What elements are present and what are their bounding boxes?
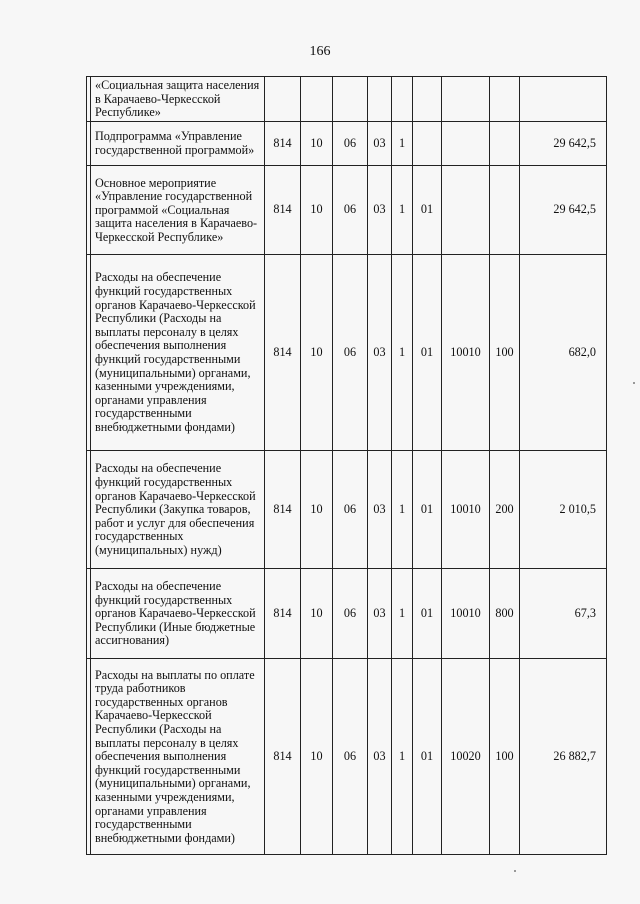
section-code: 10 xyxy=(301,659,333,855)
subsection-code: 06 xyxy=(333,166,368,255)
ministry-code xyxy=(265,77,301,122)
amount: 29 642,5 xyxy=(520,122,607,166)
table-row xyxy=(87,122,607,166)
table-row xyxy=(87,569,607,659)
direction-code xyxy=(442,166,490,255)
section-code: 10 xyxy=(301,255,333,451)
direction-code: 10010 xyxy=(442,569,490,659)
row-description: Расходы на обеспечение функций государственных органов Карачаево-Черкесской Республики (Закупка товаров, работ и услуг для обеспечения государственных (муниципальных) нужд) xyxy=(91,451,265,569)
program-code xyxy=(368,77,392,122)
amount: 29 642,5 xyxy=(520,166,607,255)
direction-code xyxy=(442,77,490,122)
section-code xyxy=(301,77,333,122)
expense-type-code: 200 xyxy=(490,451,520,569)
program-code: 03 xyxy=(368,659,392,855)
direction-code: 10020 xyxy=(442,659,490,855)
subprogram-code xyxy=(392,77,413,122)
budget-table xyxy=(86,76,607,855)
amount: 2 010,5 xyxy=(520,451,607,569)
subsection-code: 06 xyxy=(333,659,368,855)
direction-code: 10010 xyxy=(442,451,490,569)
activity-code: 01 xyxy=(413,659,442,855)
row-description: Расходы на выплаты по оплате труда работников государственных органов Карачаево-Черкесской Республики (Расходы на выплаты персоналу в целях обеспечения выполнения функций государственными (муниципальными) органами, казенными учреждениями, органами управления государственными внебюджетными фондами) xyxy=(91,659,265,855)
section-code: 10 xyxy=(301,451,333,569)
ministry-code: 814 xyxy=(265,451,301,569)
row-description: Расходы на обеспечение функций государственных органов Карачаево-Черкесской Республики (Иные бюджетные ассигнования) xyxy=(91,569,265,659)
program-code: 03 xyxy=(368,569,392,659)
direction-code xyxy=(442,122,490,166)
expense-type-code xyxy=(490,166,520,255)
subprogram-code: 1 xyxy=(392,451,413,569)
row-description: Подпрограмма «Управление государственной программой» xyxy=(91,122,265,166)
activity-code: 01 xyxy=(413,166,442,255)
subsection-code: 06 xyxy=(333,569,368,659)
section-code: 10 xyxy=(301,122,333,166)
program-code: 03 xyxy=(368,255,392,451)
program-code: 03 xyxy=(368,451,392,569)
section-code: 10 xyxy=(301,166,333,255)
subsection-code xyxy=(333,77,368,122)
activity-code: 01 xyxy=(413,451,442,569)
scan-speck xyxy=(514,870,516,872)
subprogram-code: 1 xyxy=(392,659,413,855)
table-row xyxy=(87,255,607,451)
ministry-code: 814 xyxy=(265,122,301,166)
subprogram-code: 1 xyxy=(392,255,413,451)
table-row xyxy=(87,659,607,855)
table-row xyxy=(87,166,607,255)
amount xyxy=(520,77,607,122)
subprogram-code: 1 xyxy=(392,166,413,255)
page-number: 166 xyxy=(309,44,331,59)
activity-code: 01 xyxy=(413,569,442,659)
program-code: 03 xyxy=(368,122,392,166)
subsection-code: 06 xyxy=(333,255,368,451)
section-code: 10 xyxy=(301,569,333,659)
expense-type-code: 800 xyxy=(490,569,520,659)
subsection-code: 06 xyxy=(333,451,368,569)
expense-type-code: 100 xyxy=(490,255,520,451)
expense-type-code xyxy=(490,122,520,166)
activity-code xyxy=(413,122,442,166)
expense-type-code: 100 xyxy=(490,659,520,855)
subsection-code: 06 xyxy=(333,122,368,166)
activity-code: 01 xyxy=(413,255,442,451)
scan-speck xyxy=(633,382,635,384)
subprogram-code: 1 xyxy=(392,122,413,166)
ministry-code: 814 xyxy=(265,166,301,255)
amount: 682,0 xyxy=(520,255,607,451)
row-description: Основное мероприятие «Управление государственной программой «Социальная защита населения в Карачаево-Черкесской Республике» xyxy=(91,166,265,255)
ministry-code: 814 xyxy=(265,569,301,659)
direction-code: 10010 xyxy=(442,255,490,451)
amount: 67,3 xyxy=(520,569,607,659)
activity-code xyxy=(413,77,442,122)
row-description: Расходы на обеспечение функций государственных органов Карачаево-Черкесской Республики (Расходы на выплаты персоналу в целях обеспечения выполнения функций государственными (муниципальными) органами, казенными учреждениями, органами управления государственными внебюджетными фондами) xyxy=(91,255,265,451)
ministry-code: 814 xyxy=(265,255,301,451)
expense-type-code xyxy=(490,77,520,122)
ministry-code: 814 xyxy=(265,659,301,855)
program-code: 03 xyxy=(368,166,392,255)
table-row xyxy=(87,451,607,569)
row-description: «Социальная защита населения в Карачаево-Черкесской Республике» xyxy=(91,77,265,122)
subprogram-code: 1 xyxy=(392,569,413,659)
amount: 26 882,7 xyxy=(520,659,607,855)
table-row xyxy=(87,77,607,122)
